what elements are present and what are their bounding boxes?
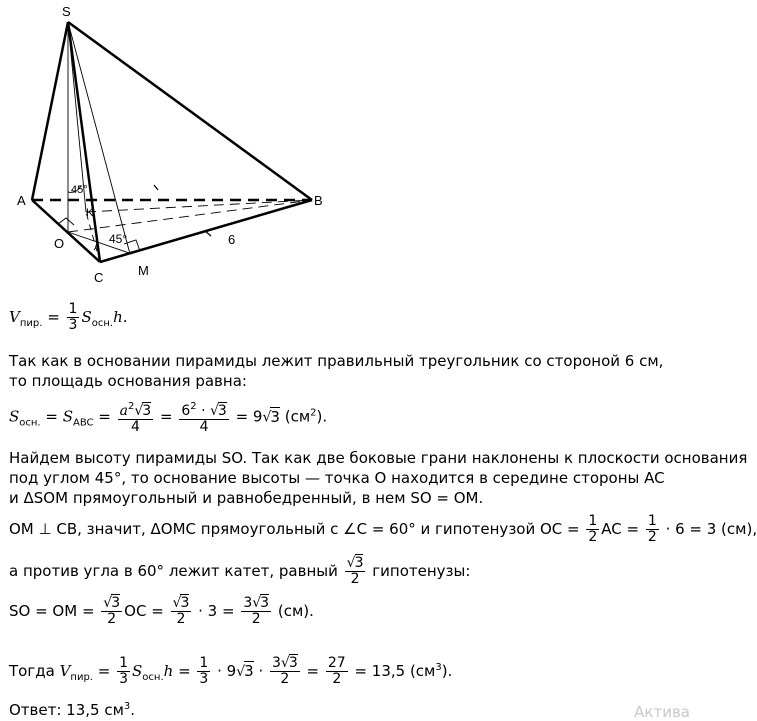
watermark: Актива	[634, 703, 690, 721]
label-A: A	[17, 193, 26, 208]
edge-SC	[68, 22, 100, 262]
segment-OB-dashed	[68, 200, 312, 232]
paragraph-1-line-1: Так как в основании пирамиды лежит правильный треугольник со стороной 6 см,	[9, 352, 664, 370]
paragraph-2-line-2: под углом 45°, то основание высоты — точка O находится в середине стороны AC	[9, 469, 665, 487]
edge-SA	[32, 22, 68, 200]
tick-mark-SB	[154, 185, 158, 190]
formula-volume: $V_{пир.}$ = $\frac{1}{3}$ $S_{осн.}h$.	[9, 301, 128, 333]
right-angle-O	[58, 218, 74, 225]
paragraph-1-line-2: то площадь основания равна:	[9, 372, 247, 390]
paragraph-2-line-1: Найдем высоту пирамиды SO. Так как две боковые грани наклонены к плоскости основания	[9, 449, 748, 467]
line-volume-result: Тогда $V_{пир.}$ = $\frac{1}{3}$ $S_{осн.}h$ = $\frac{1}{3}$ · 9√3 · $\frac{3√3}{2}$ = $\frac{27}{2}$ = 13,5 $(см^3)$.	[9, 655, 453, 687]
label-M: M	[138, 263, 149, 278]
formula-base-area: $S_{осн.} = S_{ABC}$ = $\frac{a^2√3}{4}$ = $\frac{6^2 \cdot √3}{4}$ = 9√3 $(см^2)$.	[9, 401, 328, 435]
apothem-SM	[68, 22, 130, 254]
label-C: C	[94, 270, 104, 285]
line-cathetus: а против угла в 60° лежит катет, равный $\frac{√3}{2}$ гипотенузы:	[9, 555, 471, 587]
answer-line: Ответ: 13,5 $см^3$.	[9, 701, 136, 719]
label-side-6: 6	[228, 232, 236, 247]
label-angle-top: 45°	[71, 184, 88, 196]
line-om-perpendicular: OM ⊥ CB, значит, ΔOMC прямоугольный с ∠C = 60° и гипотенузой OC = $\frac{1}{2}$ AC = $\frac{1}{2}$ · 6 = 3 (см),	[9, 513, 757, 545]
line-so-value: SO = OM = $\frac{√3}{2}$ OC = $\frac{√3}{2}$ · 3 = $\frac{3√3}{2}$ (см).	[9, 595, 314, 627]
pyramid-figure	[0, 0, 340, 290]
label-K: K	[86, 207, 94, 219]
label-S: S	[62, 4, 71, 19]
label-B: B	[314, 193, 323, 208]
tick-mark-CB	[205, 231, 211, 236]
label-angle-bottom: 45°	[109, 232, 128, 246]
edge-SB	[68, 22, 312, 200]
label-O: O	[54, 236, 65, 251]
edge-CB	[100, 200, 312, 262]
paragraph-2-line-3: и ΔSOM прямоугольный и равнобедренный, в нем SO = OM.	[9, 489, 484, 507]
